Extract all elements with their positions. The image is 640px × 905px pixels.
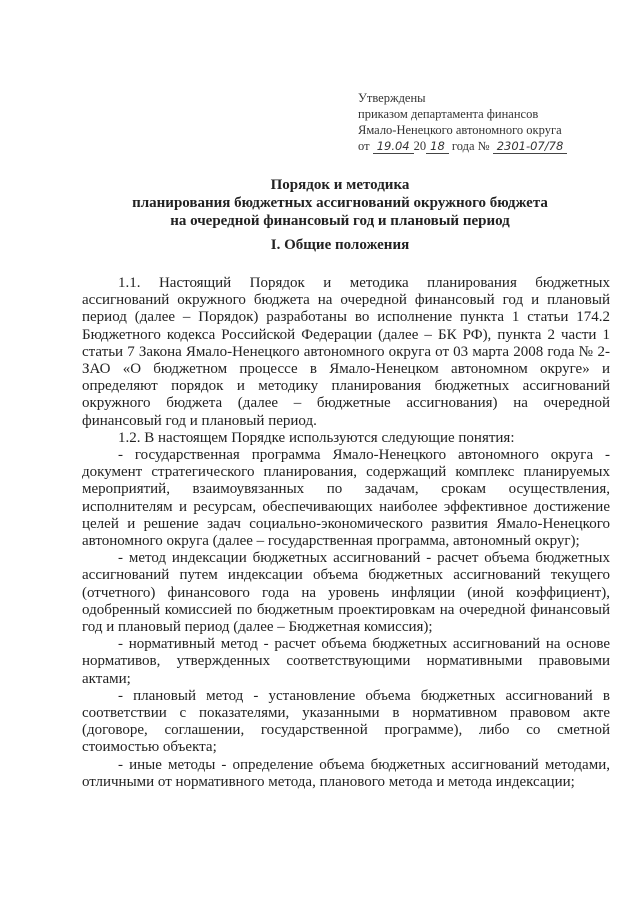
date-prefix: от — [358, 139, 370, 153]
definition-normative-method: - нормативный метод - расчет объема бюджетных ассигнований на основе нормативов, утвержденных соответствующими нормативными правовыми актами; — [82, 636, 610, 687]
title-line-1: Порядок и методика — [270, 177, 410, 193]
definition-state-program: - государственная программа Ямало-Ненецкого автономного округа - документ стратегического планирования, содержащий комплекс планируемых мероприятий, взаимоувязанных по задачам, срокам осуществления, исполнителям и ресурсам, обеспечивающих наиболее эффективное достижение целей и решение задач социально-экономического развития Ямало-Ненецкого автономного округа (далее – государственная программа, автономный округ); — [82, 447, 610, 550]
year-prefix: 20 — [413, 139, 427, 153]
number-sign: № — [477, 139, 490, 153]
approval-stamp — [358, 90, 567, 154]
definition-other-methods: - иные методы - определение объема бюджетных ассигнований методами, отличными от нормативного метода, планового метода и метода индексации; — [82, 756, 610, 790]
document-title — [80, 176, 600, 230]
handwritten-year: 18 — [426, 140, 449, 154]
year-word: года — [451, 139, 475, 153]
section-heading: I. Общие положения — [270, 237, 410, 253]
approval-date-line — [358, 138, 567, 154]
document-body — [82, 275, 610, 791]
approval-line-2: приказом департамента финансов — [358, 107, 539, 121]
title-line-3: на очередной финансовый год и плановый период — [170, 213, 510, 229]
paragraph-1-1: 1.1. Настоящий Порядок и методика планирования бюджетных ассигнований окружного бюджета на очередной финансовый год и плановый период (далее – Порядок) разработаны во исполнение пункта 1 статьи 174.2 Бюджетного кодекса Российской Федерации (далее – БК РФ), пункта 2 части 1 статьи 7 Закона Ямало-Ненецкого автономного округа от 03 марта 2008 года № 2-ЗАО «О бюджетном процессе в Ямало-Ненецком автономном округе» и определяют порядок и методику планирования бюджетных ассигнований окружного бюджета (далее – бюджетные ассигнования) на очередной финансовый год и плановый период. — [82, 275, 610, 429]
title-line-2: планирования бюджетных ассигнований окружного бюджета — [132, 195, 548, 211]
approval-line-3: Ямало-Ненецкого автономного округа — [358, 123, 562, 137]
paragraph-1-2: 1.2. В настоящем Порядке используются следующие понятия: — [118, 429, 515, 446]
definition-indexation-method: - метод индексации бюджетных ассигнований - расчет объема бюджетных ассигнований путем индексации объема бюджетных ассигнований текущего (отчетного) финансового года на уровень инфляции (иной коэффициент), одобренный комиссией по бюджетным проектировкам на очередной финансовый год и плановый период (далее – Бюджетная комиссия); — [82, 550, 610, 636]
definition-planned-method: - плановый метод - установление объема бюджетных ассигнований в соответствии с показателями, указанными в нормативном правовом акте (договоре, соглашении, государственной программе), либо со сметной стоимостью объекта; — [82, 687, 610, 756]
approval-line-1: Утверждены — [358, 91, 426, 105]
handwritten-date: 19.04 — [373, 140, 414, 154]
handwritten-order-number: 2301-07/78 — [493, 140, 568, 154]
